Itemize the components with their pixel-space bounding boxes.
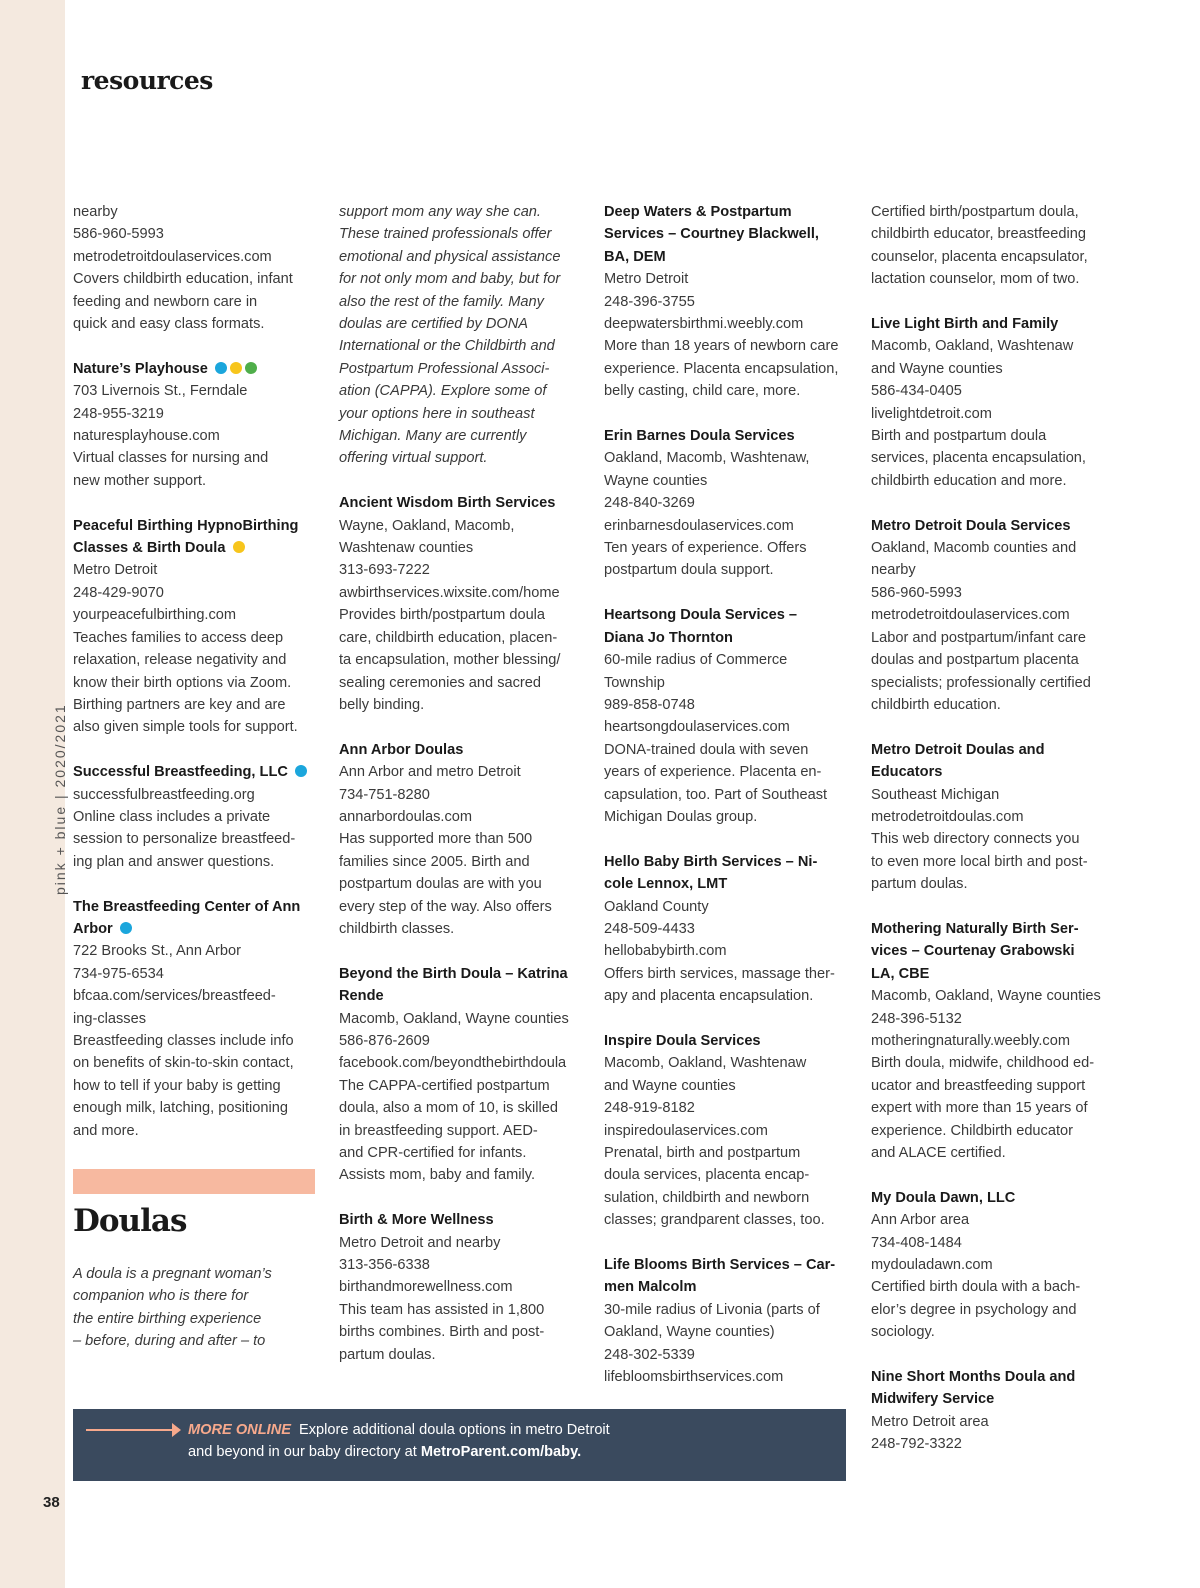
listing-lines xyxy=(604,1052,854,1231)
text-line: Prenatal, birth and postpartum xyxy=(604,1145,801,1161)
text-line: classes; grandparent classes, too. xyxy=(604,1212,825,1229)
listing-birth-more-wellness xyxy=(339,1209,589,1366)
listing-continued xyxy=(73,201,323,335)
listing-name: Ancient Wisdom Birth Services xyxy=(339,495,556,512)
text-line: childbirth education. xyxy=(871,696,1001,713)
listing-beyond-the-birth xyxy=(339,963,589,1187)
text-line: services, placenta encapsulation, xyxy=(871,450,1086,467)
text-line: 734-751-8280 xyxy=(339,786,430,803)
text-line: International or the Childbirth and xyxy=(339,338,555,355)
text-line: More than 18 years of newborn care xyxy=(604,338,839,355)
listing-lines xyxy=(73,940,323,1142)
text-line: Breastfeeding classes include info xyxy=(73,1032,294,1049)
page-number: 38 xyxy=(43,1494,60,1511)
text-line: apy and placenta encapsulation. xyxy=(604,988,814,1005)
text-line: new mother support. xyxy=(73,472,207,489)
doulas-intro xyxy=(73,1263,323,1353)
text-line: inspiredoulaservices.com xyxy=(604,1122,768,1139)
listing-lines xyxy=(339,1008,589,1187)
text-line: 248-429-9070 xyxy=(73,584,164,601)
column-3 xyxy=(604,201,854,1411)
arrow-right-icon xyxy=(172,1423,181,1437)
text-line: 248-919-8182 xyxy=(604,1100,695,1117)
text-line: sulation, childbirth and newborn xyxy=(604,1189,810,1206)
section-accent-bar xyxy=(73,1169,315,1194)
column-2 xyxy=(339,201,589,1388)
listing-lines xyxy=(604,1299,854,1389)
text-line: heartsongdoulaservices.com xyxy=(604,719,790,736)
text-line: families since 2005. Birth and xyxy=(339,853,530,870)
doulas-intro-continued xyxy=(339,201,589,470)
listing-mothering-naturally xyxy=(871,918,1123,1164)
listing-lines xyxy=(871,335,1123,492)
text-line: naturesplayhouse.com xyxy=(73,428,220,445)
blue-dot-icon xyxy=(295,765,307,777)
column-4 xyxy=(871,201,1123,1478)
text-line: expert with more than 15 years of xyxy=(871,1100,1088,1117)
text-line: These trained professionals offer xyxy=(339,226,552,243)
listing-name: Beyond the Birth Doula – Katrina Rende xyxy=(339,965,568,1005)
text-line: also the rest of the family. Many xyxy=(339,293,544,310)
text-line: ing plan and answer questions. xyxy=(73,853,275,870)
text-line: 586-876-2609 xyxy=(339,1032,430,1049)
listing-life-blooms xyxy=(604,1254,854,1388)
listing-name: Metro Detroit Doulas and Educators xyxy=(871,741,1045,781)
listing-name: My Doula Dawn, LLC xyxy=(871,1189,1016,1206)
text-line: bfcaa.com/services/breastfeed- xyxy=(73,988,276,1005)
more-online-text xyxy=(188,1419,828,1464)
text-line: doulas and postpartum placenta xyxy=(871,652,1079,669)
listing-nine-short-months xyxy=(871,1366,1123,1456)
text-line: mydouladawn.com xyxy=(871,1257,993,1274)
text-line: in breastfeeding support. AED- xyxy=(339,1122,538,1139)
text-line: experience. Placenta encapsulation, xyxy=(604,360,839,377)
text-line: care, childbirth education, placen- xyxy=(339,629,558,646)
listing-natures-playhouse xyxy=(73,358,323,492)
text-line: Township xyxy=(604,674,665,691)
yellow-dot-icon xyxy=(230,362,242,374)
text-line: how to tell if your baby is getting xyxy=(73,1077,281,1094)
text-line: 248-840-3269 xyxy=(604,495,695,512)
text-line: doula, also a mom of 10, is skilled xyxy=(339,1100,559,1117)
text-line: postpartum doulas are with you xyxy=(339,876,542,893)
text-line: 248-396-5132 xyxy=(871,1010,962,1027)
text-line: Birth and postpartum doula xyxy=(871,428,1047,445)
text-line: Oakland County xyxy=(604,898,709,915)
text-line: 722 Brooks St., Ann Arbor xyxy=(73,943,241,960)
listing-continued xyxy=(871,201,1123,291)
listing-peaceful-birthing xyxy=(73,515,323,739)
text-line: experience. Childbirth educator xyxy=(871,1122,1073,1139)
text-line: the entire birthing experience xyxy=(73,1310,262,1327)
more-online-banner xyxy=(73,1409,846,1481)
text-line: Postpartum Professional Associ- xyxy=(339,360,550,377)
text-line: annarbordoulas.com xyxy=(339,808,473,825)
listing-lines xyxy=(73,201,323,335)
text-line: Southeast Michigan xyxy=(871,786,1000,803)
text-line: capsulation, too. Part of Southeast xyxy=(604,786,828,803)
listing-name: Nine Short Months Doula and Midwifery Service xyxy=(871,1369,1076,1408)
text-line: 248-396-3755 xyxy=(604,293,695,310)
text-line: lifebloomsbirthservices.com xyxy=(604,1369,784,1386)
text-line: quick and easy class formats. xyxy=(73,316,265,333)
text-line: Assists mom, baby and family. xyxy=(339,1167,535,1184)
text-line: 60-mile radius of Commerce xyxy=(604,652,788,669)
text-line: Virtual classes for nursing and xyxy=(73,450,269,467)
text-line: childbirth educator, breastfeeding xyxy=(871,226,1086,243)
yellow-dot-icon xyxy=(233,541,245,553)
text-line: 313-693-7222 xyxy=(339,562,430,579)
text-line: Birth doula, midwife, childhood ed- xyxy=(871,1055,1095,1072)
listing-name: Hello Baby Birth Services – Ni- cole Lennox, LMT xyxy=(604,853,818,893)
text-line: Washtenaw counties xyxy=(339,540,474,557)
text-line: successfulbreastfeeding.org xyxy=(73,786,255,803)
listing-lines xyxy=(604,268,854,402)
text-line: 586-434-0405 xyxy=(871,383,962,400)
text-line: awbirthservices.wixsite.com/home xyxy=(339,584,560,601)
more-online-label: MORE ONLINE xyxy=(188,1422,291,1438)
text-line: 30-mile radius of Livonia (parts of xyxy=(604,1301,820,1318)
listing-heartsong xyxy=(604,604,854,828)
text-line: session to personalize breastfeed- xyxy=(73,831,296,848)
listing-name: Peaceful Birthing HypnoBirthing Classes & Birth Doula xyxy=(73,517,299,557)
text-line: Ann Arbor and metro Detroit xyxy=(339,764,521,781)
text-line: Macomb, Oakland, Wayne counties xyxy=(339,1010,569,1027)
text-line: nearby xyxy=(871,562,916,579)
text-line: 248-792-3322 xyxy=(871,1436,962,1453)
text-line: 703 Livernois St., Ferndale xyxy=(73,383,248,400)
listing-lines xyxy=(604,649,854,828)
text-line: and more. xyxy=(73,1122,139,1139)
listing-ann-arbor-doulas xyxy=(339,739,589,941)
listing-name: The Breastfeeding Center of Ann Arbor xyxy=(73,898,301,937)
listing-lines xyxy=(604,447,854,581)
text-line: deepwatersbirthmi.weebly.com xyxy=(604,316,804,333)
listing-lines xyxy=(871,537,1123,716)
text-line: Wayne counties xyxy=(604,472,708,489)
listing-lines xyxy=(871,1209,1123,1343)
text-line: offering virtual support. xyxy=(339,450,488,467)
text-line: Macomb, Oakland, Washtenaw xyxy=(604,1055,807,1072)
text-line: partum doulas. xyxy=(871,876,968,893)
text-line: partum doulas. xyxy=(339,1346,436,1363)
green-dot-icon xyxy=(245,362,257,374)
text-line: livelightdetroit.com xyxy=(871,405,992,422)
more-online-line-2: and beyond in our baby directory at xyxy=(188,1444,417,1461)
text-line: 248-955-3219 xyxy=(73,405,164,422)
directory-link[interactable]: MetroParent.com/baby. xyxy=(420,1444,582,1461)
text-line: doula services, placenta encap- xyxy=(604,1167,810,1184)
listing-lines xyxy=(73,380,323,492)
text-line: sociology. xyxy=(871,1324,935,1341)
listing-lines xyxy=(73,559,323,738)
doulas-heading: Doulas xyxy=(73,1203,187,1239)
text-line: support mom any way she can. xyxy=(339,204,541,220)
text-line: DONA-trained doula with seven xyxy=(604,741,809,758)
text-line: hellobabybirth.com xyxy=(604,943,727,960)
text-line: Offers birth services, massage ther- xyxy=(604,965,835,982)
text-line: A doula is a pregnant woman’s xyxy=(73,1266,272,1282)
blue-dot-icon xyxy=(215,362,227,374)
arrow-line-icon xyxy=(86,1429,174,1431)
text-line: 248-302-5339 xyxy=(604,1346,695,1363)
text-line: for not only mom and baby, but for xyxy=(339,271,561,288)
text-line: 734-975-6534 xyxy=(73,965,164,982)
text-line: Macomb, Oakland, Washtenaw xyxy=(871,338,1074,355)
text-line: Covers childbirth education, infant xyxy=(73,271,293,288)
text-line: companion who is there for xyxy=(73,1288,249,1305)
text-line: 734-408-1484 xyxy=(871,1234,962,1251)
text-line: Oakland, Macomb counties and xyxy=(871,540,1077,557)
text-line: doulas are certified by DONA xyxy=(339,316,528,333)
text-line: metrodetroitdoulas.com xyxy=(871,808,1024,825)
listing-lines xyxy=(871,985,1123,1164)
text-line: 989-858-0748 xyxy=(604,696,695,713)
text-line: your options here in southeast xyxy=(339,405,535,422)
listing-name: Mothering Naturally Birth Ser- vices – Courtenay Grabowski LA, CBE xyxy=(871,920,1079,982)
listing-name: Birth & More Wellness xyxy=(339,1212,494,1229)
text-line: Michigan. Many are currently xyxy=(339,428,527,445)
listing-metro-detroit-doulas-educators xyxy=(871,739,1123,896)
listing-lines xyxy=(604,896,854,1008)
column-1 xyxy=(73,201,323,1164)
listing-name: Life Blooms Birth Services – Car- men Malcolm xyxy=(604,1257,836,1296)
listing-inspire-doula xyxy=(604,1030,854,1232)
listing-lines xyxy=(871,1411,1123,1456)
listing-name: Live Light Birth and Family xyxy=(871,316,1059,333)
text-line: nearby xyxy=(73,204,118,220)
text-line: Has supported more than 500 xyxy=(339,831,533,848)
text-line: Oakland, Macomb, Washtenaw, xyxy=(604,450,810,467)
text-line: and CPR-certified for infants. xyxy=(339,1145,527,1162)
listing-successful-breastfeeding xyxy=(73,761,323,873)
text-line: to even more local birth and post- xyxy=(871,853,1088,870)
text-line: This web directory connects you xyxy=(871,831,1080,848)
text-line: on benefits of skin-to-skin contact, xyxy=(73,1055,294,1072)
text-line: 313-356-6338 xyxy=(339,1257,430,1274)
text-line: years of experience. Placenta en- xyxy=(604,764,822,781)
text-line: 586-960-5993 xyxy=(871,584,962,601)
text-line: birthandmorewellness.com xyxy=(339,1279,513,1296)
text-line: and ALACE certified. xyxy=(871,1145,1006,1161)
text-line: emotional and physical assistance xyxy=(339,248,561,265)
text-line: specialists; professionally certified xyxy=(871,674,1091,691)
listing-name: Metro Detroit Doula Services xyxy=(871,517,1071,534)
text-line: Online class includes a private xyxy=(73,808,271,825)
text-line: belly binding. xyxy=(339,696,425,713)
text-line: ation (CAPPA). Explore some of xyxy=(339,383,547,400)
listing-hello-baby xyxy=(604,851,854,1008)
listing-lines xyxy=(871,784,1123,896)
listing-lines xyxy=(339,1232,589,1366)
text-line: also given simple tools for support. xyxy=(73,719,298,736)
listing-name: Heartsong Doula Services – Diana Jo Thornton xyxy=(604,607,798,646)
text-line: ing-classes xyxy=(73,1010,146,1027)
text-line: lactation counselor, mom of two. xyxy=(871,271,1080,288)
publication-label: pink + blue | 2020/2021 xyxy=(52,703,68,895)
blue-dot-icon xyxy=(120,922,132,934)
text-line: Wayne, Oakland, Macomb, xyxy=(339,517,515,534)
text-line: postpartum doula support. xyxy=(604,562,774,579)
text-line: births combines. Birth and post- xyxy=(339,1324,545,1341)
listing-lines xyxy=(339,201,589,470)
listing-metro-detroit-doula-services xyxy=(871,515,1123,717)
text-line: Provides birth/postpartum doula xyxy=(339,607,546,624)
text-line: Certified birth/postpartum doula, xyxy=(871,204,1079,220)
listing-lines xyxy=(73,784,323,874)
text-line: This team has assisted in 1,800 xyxy=(339,1301,545,1318)
text-line: childbirth education and more. xyxy=(871,472,1067,489)
text-line: Macomb, Oakland, Wayne counties xyxy=(871,988,1101,1005)
listing-breastfeeding-center xyxy=(73,896,323,1142)
text-line: ta encapsulation, mother blessing/ xyxy=(339,652,561,669)
text-line: metrodetroitdoulaservices.com xyxy=(73,248,272,265)
text-line: know their birth options via Zoom. xyxy=(73,674,292,691)
text-line: relaxation, release negativity and xyxy=(73,652,287,669)
text-line: and Wayne counties xyxy=(604,1077,736,1094)
text-line: yourpeacefulbirthing.com xyxy=(73,607,237,624)
text-line: Metro Detroit area xyxy=(871,1413,989,1430)
more-online-line-1: Explore additional doula options in metro Detroit xyxy=(299,1422,610,1438)
text-line: counselor, placenta encapsulator, xyxy=(871,248,1088,265)
text-line: Michigan Doulas group. xyxy=(604,808,758,825)
listing-my-doula-dawn xyxy=(871,1187,1123,1344)
text-line: motheringnaturally.weebly.com xyxy=(871,1032,1070,1049)
listing-erin-barnes xyxy=(604,425,854,582)
listing-name: Ann Arbor Doulas xyxy=(339,741,464,758)
listing-ancient-wisdom xyxy=(339,492,589,716)
text-line: 248-509-4433 xyxy=(604,920,695,937)
text-line: and Wayne counties xyxy=(871,360,1003,377)
listing-lines xyxy=(339,515,589,717)
text-line: Certified birth doula with a bach- xyxy=(871,1279,1081,1296)
listing-name: Inspire Doula Services xyxy=(604,1032,761,1049)
text-line: Teaches families to access deep xyxy=(73,629,284,646)
text-line: Oakland, Wayne counties) xyxy=(604,1324,775,1341)
listing-name: Nature’s Playhouse xyxy=(73,358,323,380)
section-title: resources xyxy=(81,66,213,95)
text-line: Labor and postpartum/infant care xyxy=(871,629,1086,646)
listing-live-light xyxy=(871,313,1123,492)
text-line: metrodetroitdoulaservices.com xyxy=(871,607,1070,624)
listing-lines xyxy=(871,201,1123,291)
text-line: Ann Arbor area xyxy=(871,1212,970,1229)
text-line: Metro Detroit xyxy=(73,562,158,579)
text-line: every step of the way. Also offers xyxy=(339,898,552,915)
text-line: ucator and breastfeeding support xyxy=(871,1077,1086,1094)
text-line: feeding and newborn care in xyxy=(73,293,258,310)
text-line: – before, during and after – to xyxy=(73,1333,266,1350)
text-line: facebook.com/beyondthebirthdoula xyxy=(339,1055,567,1072)
listing-name: Deep Waters & Postpartum Services – Courtney Blackwell, BA, DEM xyxy=(604,204,819,265)
text-line: Ten years of experience. Offers xyxy=(604,540,807,557)
listing-deep-waters xyxy=(604,201,854,403)
text-line: 586-960-5993 xyxy=(73,226,164,243)
text-line: erinbarnesdoulaservices.com xyxy=(604,517,794,534)
text-line: Metro Detroit and nearby xyxy=(339,1234,501,1251)
text-line: Birthing partners are key and are xyxy=(73,696,286,713)
listing-name: Erin Barnes Doula Services xyxy=(604,428,795,445)
text-line: childbirth classes. xyxy=(339,920,455,937)
text-line: elor’s degree in psychology and xyxy=(871,1301,1077,1318)
text-line: belly casting, child care, more. xyxy=(604,383,801,400)
listing-name: Successful Breastfeeding, LLC xyxy=(73,761,323,783)
listing-lines xyxy=(339,761,589,940)
text-line: sealing ceremonies and sacred xyxy=(339,674,541,691)
text-line: Metro Detroit xyxy=(604,271,689,288)
text-line: The CAPPA-certified postpartum xyxy=(339,1077,550,1094)
text-line: enough milk, latching, positioning xyxy=(73,1100,288,1117)
